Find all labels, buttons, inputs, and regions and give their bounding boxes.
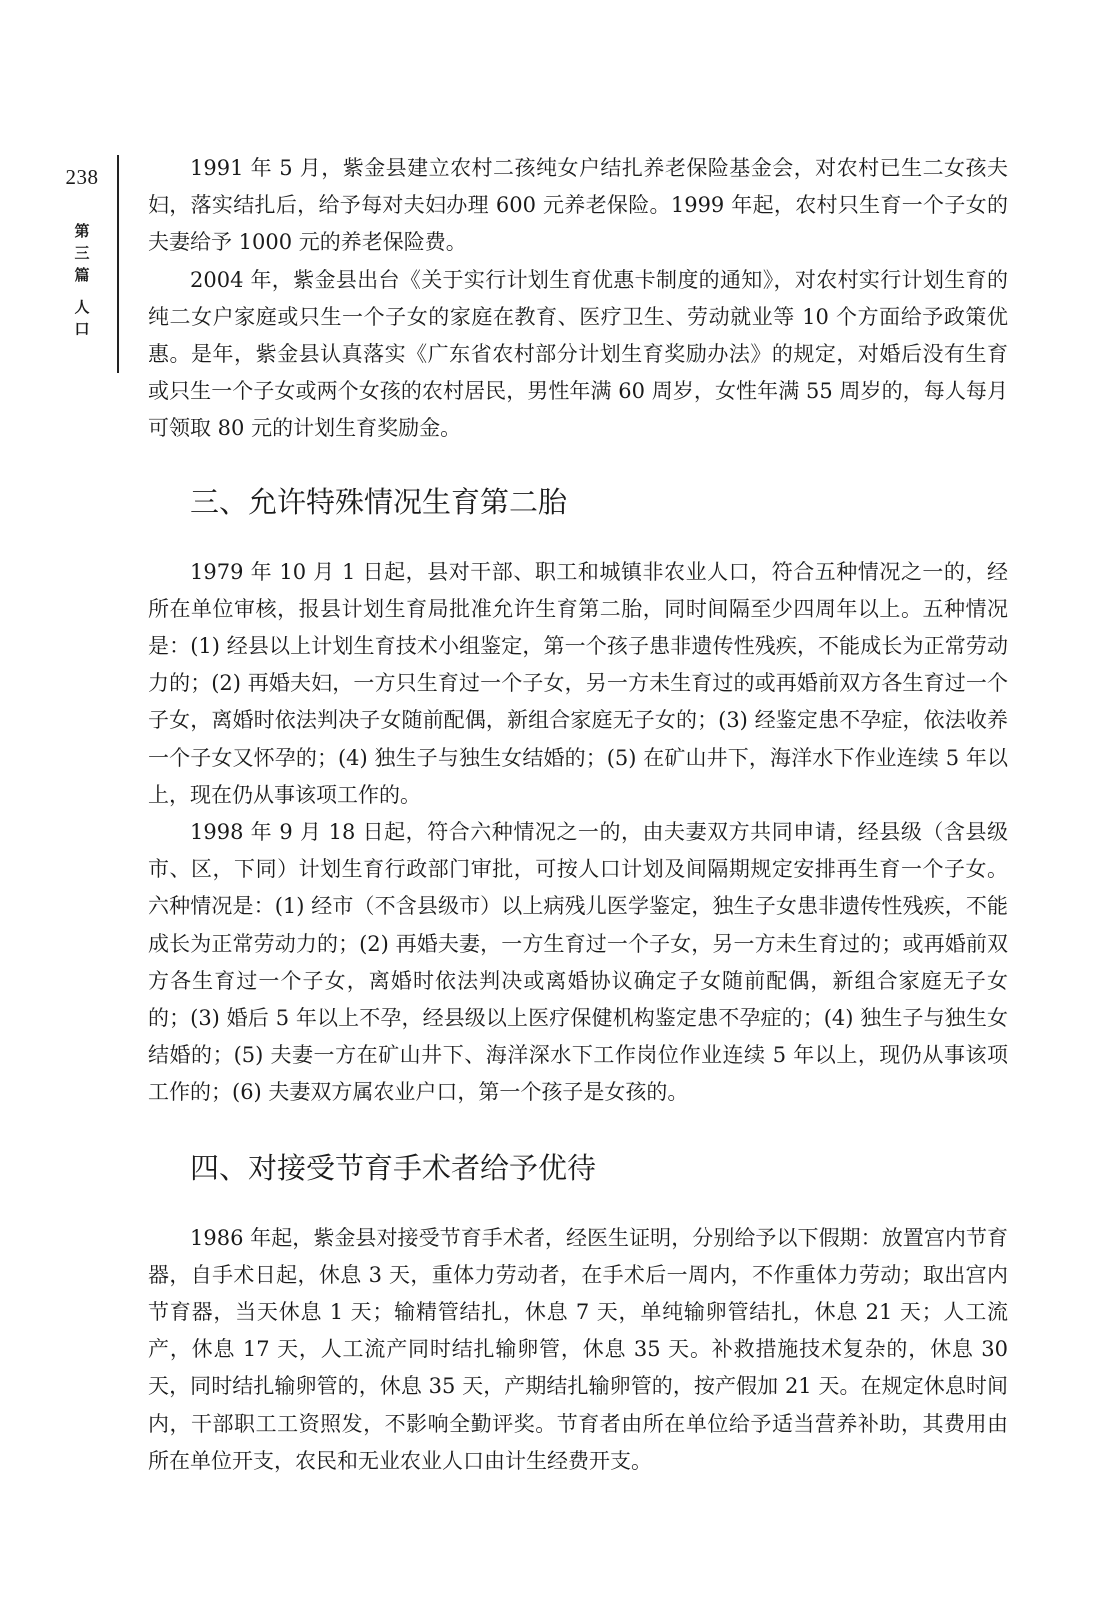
side-label-char: 第 <box>74 222 90 240</box>
side-label-char: 篇 <box>74 266 90 284</box>
section-heading: 三、允许特殊情况生育第二胎 <box>190 484 568 519</box>
margin-divider <box>117 155 119 373</box>
page-body <box>148 150 1015 1480</box>
side-label-char: 口 <box>74 320 90 338</box>
paragraph: 1986 年起，紫金县对接受节育手术者，经医生证明，分别给予以下假期：放置宫内节育器，自手术日起，休息 3 天，重体力劳动者，在手术后一周内，不作重体力劳动；取出宫内节育器，当天休息 1 天；输精管结扎，休息 7 天，单纯输卵管结扎，休息 21 天；人工流产，休息 17 天，人工流产同时结扎输卵管，休息 35 天。补救措施技术复杂的，休息 30 天，同时结扎输卵管的，休息 35 天，产期结扎输卵管的，按产假加 21 天。在规定休息时间内，干部职工工资照发，不影响全勤评奖。节育者由所在单位给予适当营养补助，其费用由所在单位开支，农民和无业农业人口由计生经费开支。 <box>148 1225 1015 1473</box>
section-side-label <box>52 220 112 340</box>
side-label-char: 三 <box>74 244 90 262</box>
page-margin-info <box>52 165 112 340</box>
paragraph: 1998 年 9 月 18 日起，符合六种情况之一的，由夫妻双方共同申请，经县级（含县级市、区，下同）计划生育行政部门审批，可按人口计划及间隔期规定安排再生育一个子女。六种情况是：(1) 经市（不含县级市）以上病残儿医学鉴定，独生子女患非遗传性残疾，不能成长为正常劳动力的；(2) 再婚夫妻，一方生育过一个子女，另一方未生育过的；或再婚前双方各生育过一个子女，离婚时依法判决或离婚协议确定子女随前配偶，新组合家庭无子女的；(3) 婚后 5 年以上不孕，经县级以上医疗保健机构鉴定患不孕症的；(4) 独生子与独生女结婚的；(5) 夫妻一方在矿山井下、海洋深水下工作岗位作业连续 5 年以上，现仍从事该项工作的；(6) 夫妻双方属农业户口，第一个孩子是女孩的。 <box>148 820 1008 1105</box>
paragraph: 1991 年 5 月，紫金县建立农村二孩纯女户结扎养老保险基金会，对农村已生二女孩夫妇，落实结扎后，给予每对夫妇办理 600 元养老保险。1999 年起，农村只生育一个子女的夫妻给予 1000 元的养老保险费。 <box>148 156 1008 255</box>
page-number: 238 <box>65 165 99 189</box>
side-label-gap <box>52 286 112 296</box>
section-heading: 四、对接受节育手术者给予优待 <box>190 1150 597 1185</box>
side-label-char: 人 <box>74 298 90 316</box>
paragraph: 2004 年，紫金县出台《关于实行计划生育优惠卡制度的通知》，对农村实行计划生育的纯二女户家庭或只生一个子女的家庭在教育、医疗卫生、劳动就业等 10 个方面给予政策优惠。是年，紫金县认真落实《广东省农村部分计划生育奖励办法》的规定，对婚后没有生育或只生一个子女或两个女孩的农村居民，男性年满 60 周岁，女性年满 55 周岁的，每人每月可领取 80 元的计划生育奖励金。 <box>148 267 1008 441</box>
paragraph: 1979 年 10 月 1 日起，县对干部、职工和城镇非农业人口，符合五种情况之一的，经所在单位审核，报县计划生育局批准允许生育第二胎，同时间隔至少四周年以上。五种情况是：(1) 经县以上计划生育技术小组鉴定，第一个孩子患非遗传性残疾，不能成长为正常劳动力的；(2) 再婚夫妇，一方只生育过一个子女，另一方未生育过的或再婚前双方各生育过一个子女，离婚时依法判决子女随前配偶，新组合家庭无子女的；(3) 经鉴定患不孕症，依法收养一个子女又怀孕的；(4) 独生子与独生女结婚的；(5) 在矿山井下，海洋水下作业连续 5 年以上，现在仍从事该项工作的。 <box>148 559 1008 807</box>
